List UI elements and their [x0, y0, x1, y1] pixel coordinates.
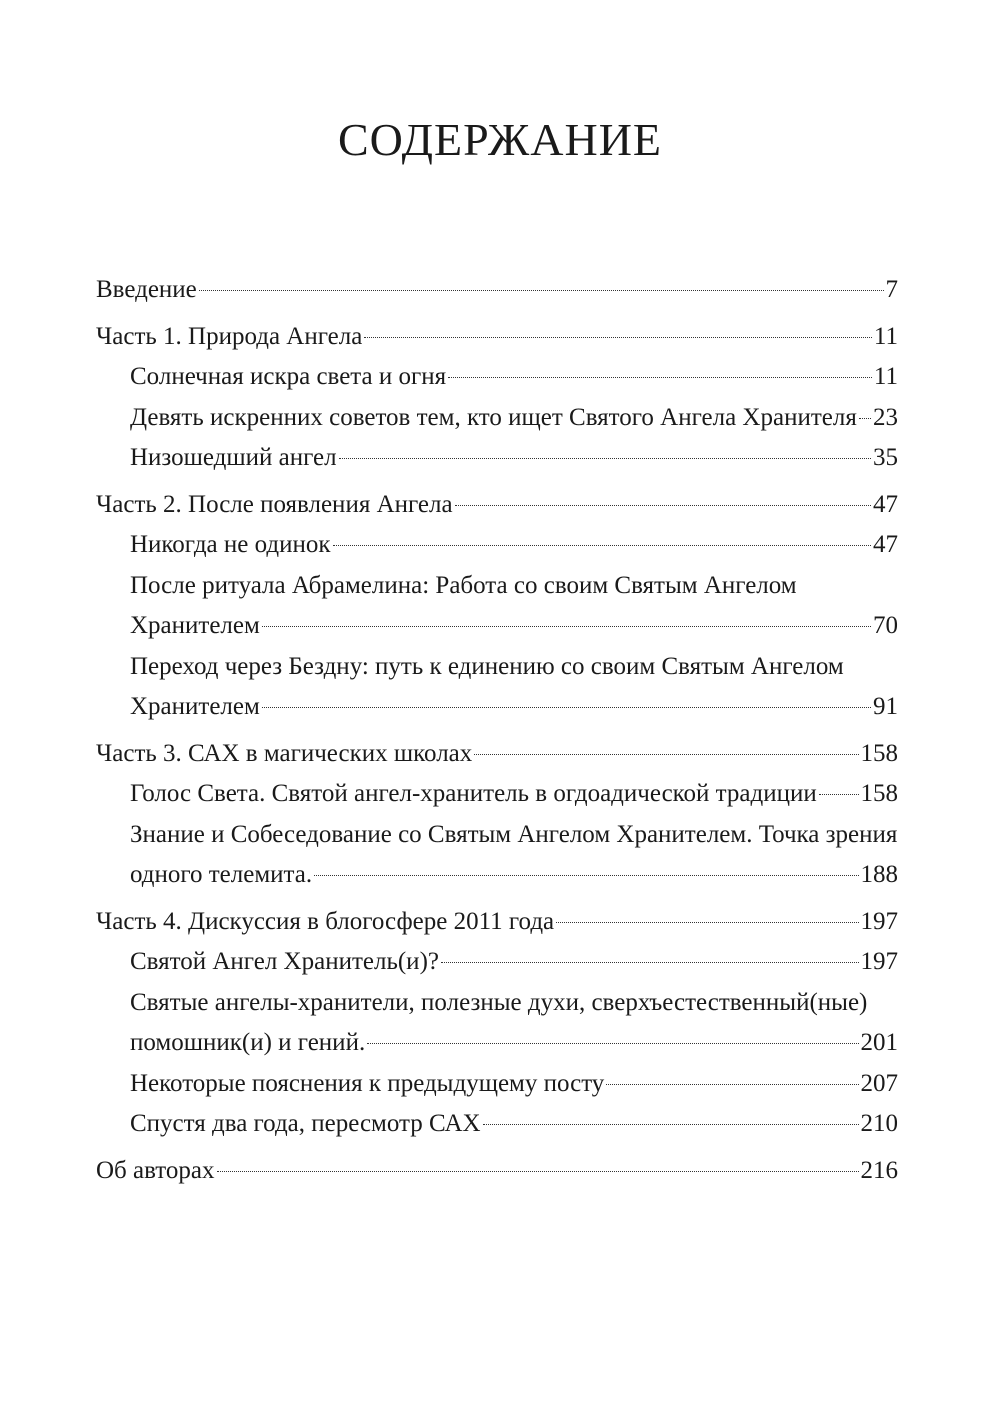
toc-page-number: 197 — [860, 907, 898, 935]
toc-page-number: 216 — [860, 1156, 898, 1184]
toc-entry-label-line1: Святые ангелы-хранители, полезные духи, сверхъестественный(ные) — [130, 988, 868, 1016]
toc-entry-label: Низошедший ангел — [130, 444, 337, 471]
toc-entry-chapter — [96, 438, 898, 479]
dot-leader — [483, 1124, 859, 1125]
toc-page-number: 11 — [873, 322, 898, 350]
toc-page-number: 197 — [860, 948, 898, 975]
toc-page-number: 158 — [860, 780, 898, 807]
dot-leader — [448, 377, 872, 378]
toc-entry-label: Часть 4. Дискуссия в блогосфере 2011 года — [96, 907, 555, 935]
toc-entry-label: Спустя два года, пересмотр САХ — [130, 1110, 481, 1137]
toc-page-number: 23 — [873, 403, 898, 431]
toc-entry-about-authors — [96, 1151, 898, 1192]
toc-entry-label: Некоторые пояснения к предыдущему посту — [130, 1069, 605, 1097]
dot-leader — [556, 922, 858, 923]
toc-entry-label: Никогда не одинок — [130, 531, 331, 558]
toc-entry-part-1 — [96, 317, 898, 358]
toc-entry-chapter — [96, 1064, 898, 1105]
toc-entry-chapter — [96, 774, 898, 815]
toc-entry-introduction — [96, 270, 898, 311]
table-of-contents — [96, 270, 898, 1191]
toc-entry-label: помошник(и) и гений. — [130, 1029, 366, 1056]
toc-entry-chapter — [96, 815, 898, 896]
toc-entry-label: Часть 3. САХ в магических школах — [96, 739, 473, 767]
toc-entry-label: Хранителем — [130, 612, 260, 639]
dot-leader — [474, 754, 858, 755]
toc-entry-chapter — [96, 566, 898, 647]
page-title: СОДЕРЖАНИЕ — [337, 114, 663, 165]
dot-leader — [262, 626, 871, 627]
toc-entry-label-line1: Переход через Бездну: путь к единению со своим Святым Ангелом — [130, 652, 844, 680]
toc-page-number: 11 — [873, 363, 898, 390]
dot-leader — [455, 505, 871, 506]
dot-leader — [199, 290, 884, 291]
toc-page-number: 91 — [873, 693, 898, 720]
toc-entry-label: Хранителем — [130, 693, 260, 720]
toc-entry-part-3 — [96, 734, 898, 775]
toc-entry-chapter — [96, 647, 898, 728]
dot-leader — [314, 875, 858, 876]
toc-entry-chapter — [96, 398, 898, 439]
toc-entry-chapter — [96, 942, 898, 983]
toc-entry-label-line1: После ритуала Абрамелина: Работа со своим Святым Ангелом — [130, 571, 797, 599]
toc-page-number: 201 — [860, 1029, 898, 1056]
toc-page-number: 210 — [860, 1110, 898, 1137]
toc-entry-label: Часть 1. Природа Ангела — [96, 322, 363, 350]
toc-entry-label: Девять искренних советов тем, кто ищет Святого Ангела Хранителя — [130, 403, 857, 431]
toc-entry-chapter — [96, 1104, 898, 1145]
toc-entry-part-4 — [96, 902, 898, 943]
dot-leader — [441, 962, 859, 963]
toc-page-number: 188 — [860, 861, 898, 888]
toc-page-number: 70 — [873, 612, 898, 639]
toc-entry-label: одного телемита. — [130, 861, 313, 888]
toc-page-number: 158 — [860, 739, 898, 767]
dot-leader — [819, 794, 859, 795]
toc-entry-chapter — [96, 357, 898, 398]
dot-leader — [339, 458, 871, 459]
dot-leader — [262, 707, 871, 708]
toc-page-number: 47 — [873, 490, 898, 518]
dot-leader — [217, 1171, 859, 1172]
toc-entry-label: Святой Ангел Хранитель(и)? — [130, 948, 439, 975]
dot-leader — [364, 337, 872, 338]
dot-leader — [606, 1084, 858, 1085]
toc-page-number: 35 — [873, 444, 898, 471]
toc-entry-part-2 — [96, 485, 898, 526]
toc-entry-chapter — [96, 983, 898, 1064]
toc-page-number: 207 — [860, 1069, 898, 1097]
toc-entry-label: Об авторах — [96, 1156, 215, 1184]
toc-entry-label-line1: Знание и Собеседование со Святым Ангелом Хранителем. Точка зрения — [130, 820, 898, 848]
toc-page-number: 7 — [885, 276, 898, 303]
dot-leader — [333, 545, 871, 546]
toc-page-number: 47 — [873, 531, 898, 558]
toc-entry-label: Часть 2. После появления Ангела — [96, 490, 453, 518]
dot-leader — [859, 418, 871, 419]
toc-entry-label: Голос Света. Святой ангел-хранитель в огдоадической традиции — [130, 780, 817, 807]
dot-leader — [367, 1043, 858, 1044]
toc-entry-label: Солнечная искра света и огня — [130, 363, 447, 390]
toc-entry-chapter — [96, 525, 898, 566]
toc-entry-label: Введение — [96, 276, 197, 303]
